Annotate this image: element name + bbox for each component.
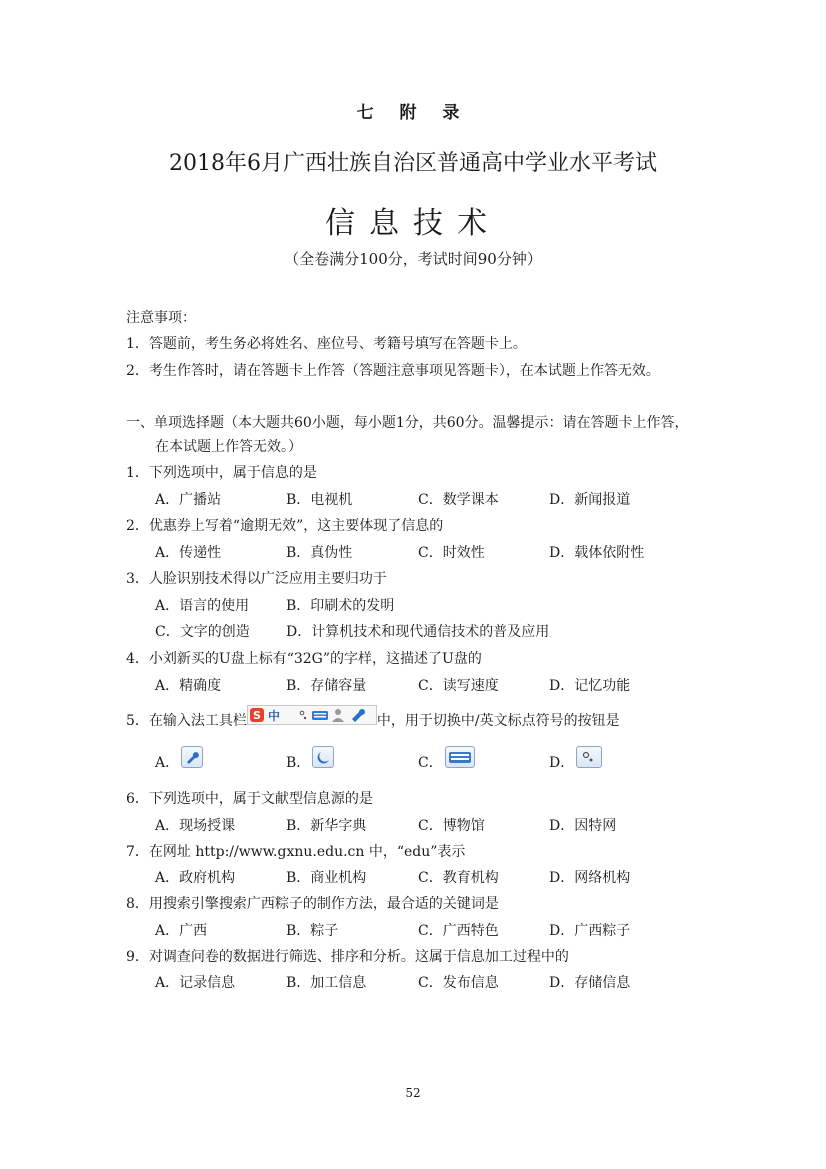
option-a: A．精确度 [155,678,222,694]
moon-icon [312,746,334,768]
wrench-icon [181,746,203,768]
subject-title: 信息技术 [325,206,501,241]
input-method-toolbar-icon [247,705,377,725]
option-b: B．商业机构 [286,870,367,886]
option-c: C．发布信息 [418,975,499,991]
appendix-heading: 七 附 录 [356,103,470,123]
option-b: B．电视机 [286,492,353,508]
option-c: C．数学课本 [418,492,499,508]
option-d: D．广西粽子 [549,923,631,939]
option-a: A．传递性 [155,545,222,561]
option-d: D．因特网 [549,818,617,834]
section-desc: （本大题共60小题，每小题1分，共60分。 [224,415,493,431]
option-d: D．计算机技术和现代通信技术的普及应用 [286,624,550,640]
page-number: 52 [405,1086,421,1100]
option-c: C．时效性 [418,545,485,561]
option-b: B．存储容量 [286,678,367,694]
question-stem: 6．下列选项中，属于文献型信息源的是 [126,791,373,807]
option-a: A．语言的使用 [155,598,250,614]
punctuation-icon [576,746,602,768]
score-info: （全卷满分100分，考试时间90分钟） [284,250,542,268]
question-stem: 9．对调查问卷的数据进行筛选、排序和分析。这属于信息加工过程中的 [126,949,569,965]
notice-item-2-a: 2．考生作答时， [126,363,233,379]
notice-item-1: 1．答题前，考生务必将姓名、座位号、考籍号填写在答题卡上。 [126,336,527,352]
option-a: A．政府机构 [155,870,236,886]
option-a: A．广西 [155,923,208,939]
option-d: D．网络机构 [549,870,631,886]
option-b: B．新华字典 [286,818,367,834]
question-stem: 1．下列选项中，属于信息的是 [126,465,317,481]
option-a: A． [155,752,203,774]
toolbar-glyph: 中 [267,709,280,723]
section-title: 一、单项选择题 [126,415,224,431]
section-tip: 温馨提示：请在答题卡上作答， [492,415,689,431]
exam-title: 2018年6月广西壮族自治区普通高中学业水平考试 [169,151,657,176]
question-stem [126,710,620,730]
section-heading [126,412,689,432]
section-tip-2: 在本试题上作答无效。） [155,439,302,455]
question-stem: 8．用搜索引擎搜索广西粽子的制作方法，最合适的关键词是 [126,896,499,912]
question-stem-a: 5．在输入法工具栏 [126,713,247,729]
option-b: B．印刷术的发明 [286,598,395,614]
option-c: C．广西特色 [418,923,499,939]
option-b: B．粽子 [286,923,339,939]
option-a: A．记录信息 [155,975,236,991]
option-d: D． [549,752,602,774]
option-b: B． [286,752,334,774]
option-b: B．加工信息 [286,975,367,991]
notice-heading: 注意事项： [126,310,196,326]
option-a: A．现场授课 [155,818,236,834]
keyboard-icon [445,746,475,768]
option-d: D．载体依附性 [549,545,645,561]
notice-item-2 [126,360,660,380]
option-c: C． [418,752,475,774]
question-stem: 7．在网址 http://www.gxnu.edu.cn 中，“edu”表示 [126,844,466,860]
question-stem: 4．小刘新买的U盘上标有“32G”的字样，这描述了U盘的 [126,651,482,667]
option-d: D．记忆功能 [549,678,631,694]
svg-text:S: S [252,709,261,722]
option-c: C．博物馆 [418,818,485,834]
notice-item-2-c: （答题注意事项见答题卡）， [344,363,520,379]
option-c: C．教育机构 [418,870,499,886]
option-d: D．新闻报道 [549,492,631,508]
question-stem: 3．人脸识别技术得以广泛应用主要归功于 [126,571,387,587]
notice-item-2-d: 在本试题上作答无效。 [519,363,660,379]
option-d: D．存储信息 [549,975,631,991]
option-c: C．文字的创造 [155,624,250,640]
option-b: B．真伪性 [286,545,353,561]
option-a: A．广播站 [155,492,222,508]
option-c: C．读写速度 [418,678,499,694]
question-stem-b: 中，用于切换中/英文标点符号的按钮是 [376,713,620,729]
question-stem: 2．优惠券上写着“逾期无效”，这主要体现了信息的 [126,518,444,534]
notice-item-2-b: 请在答题卡上作答 [232,363,345,379]
